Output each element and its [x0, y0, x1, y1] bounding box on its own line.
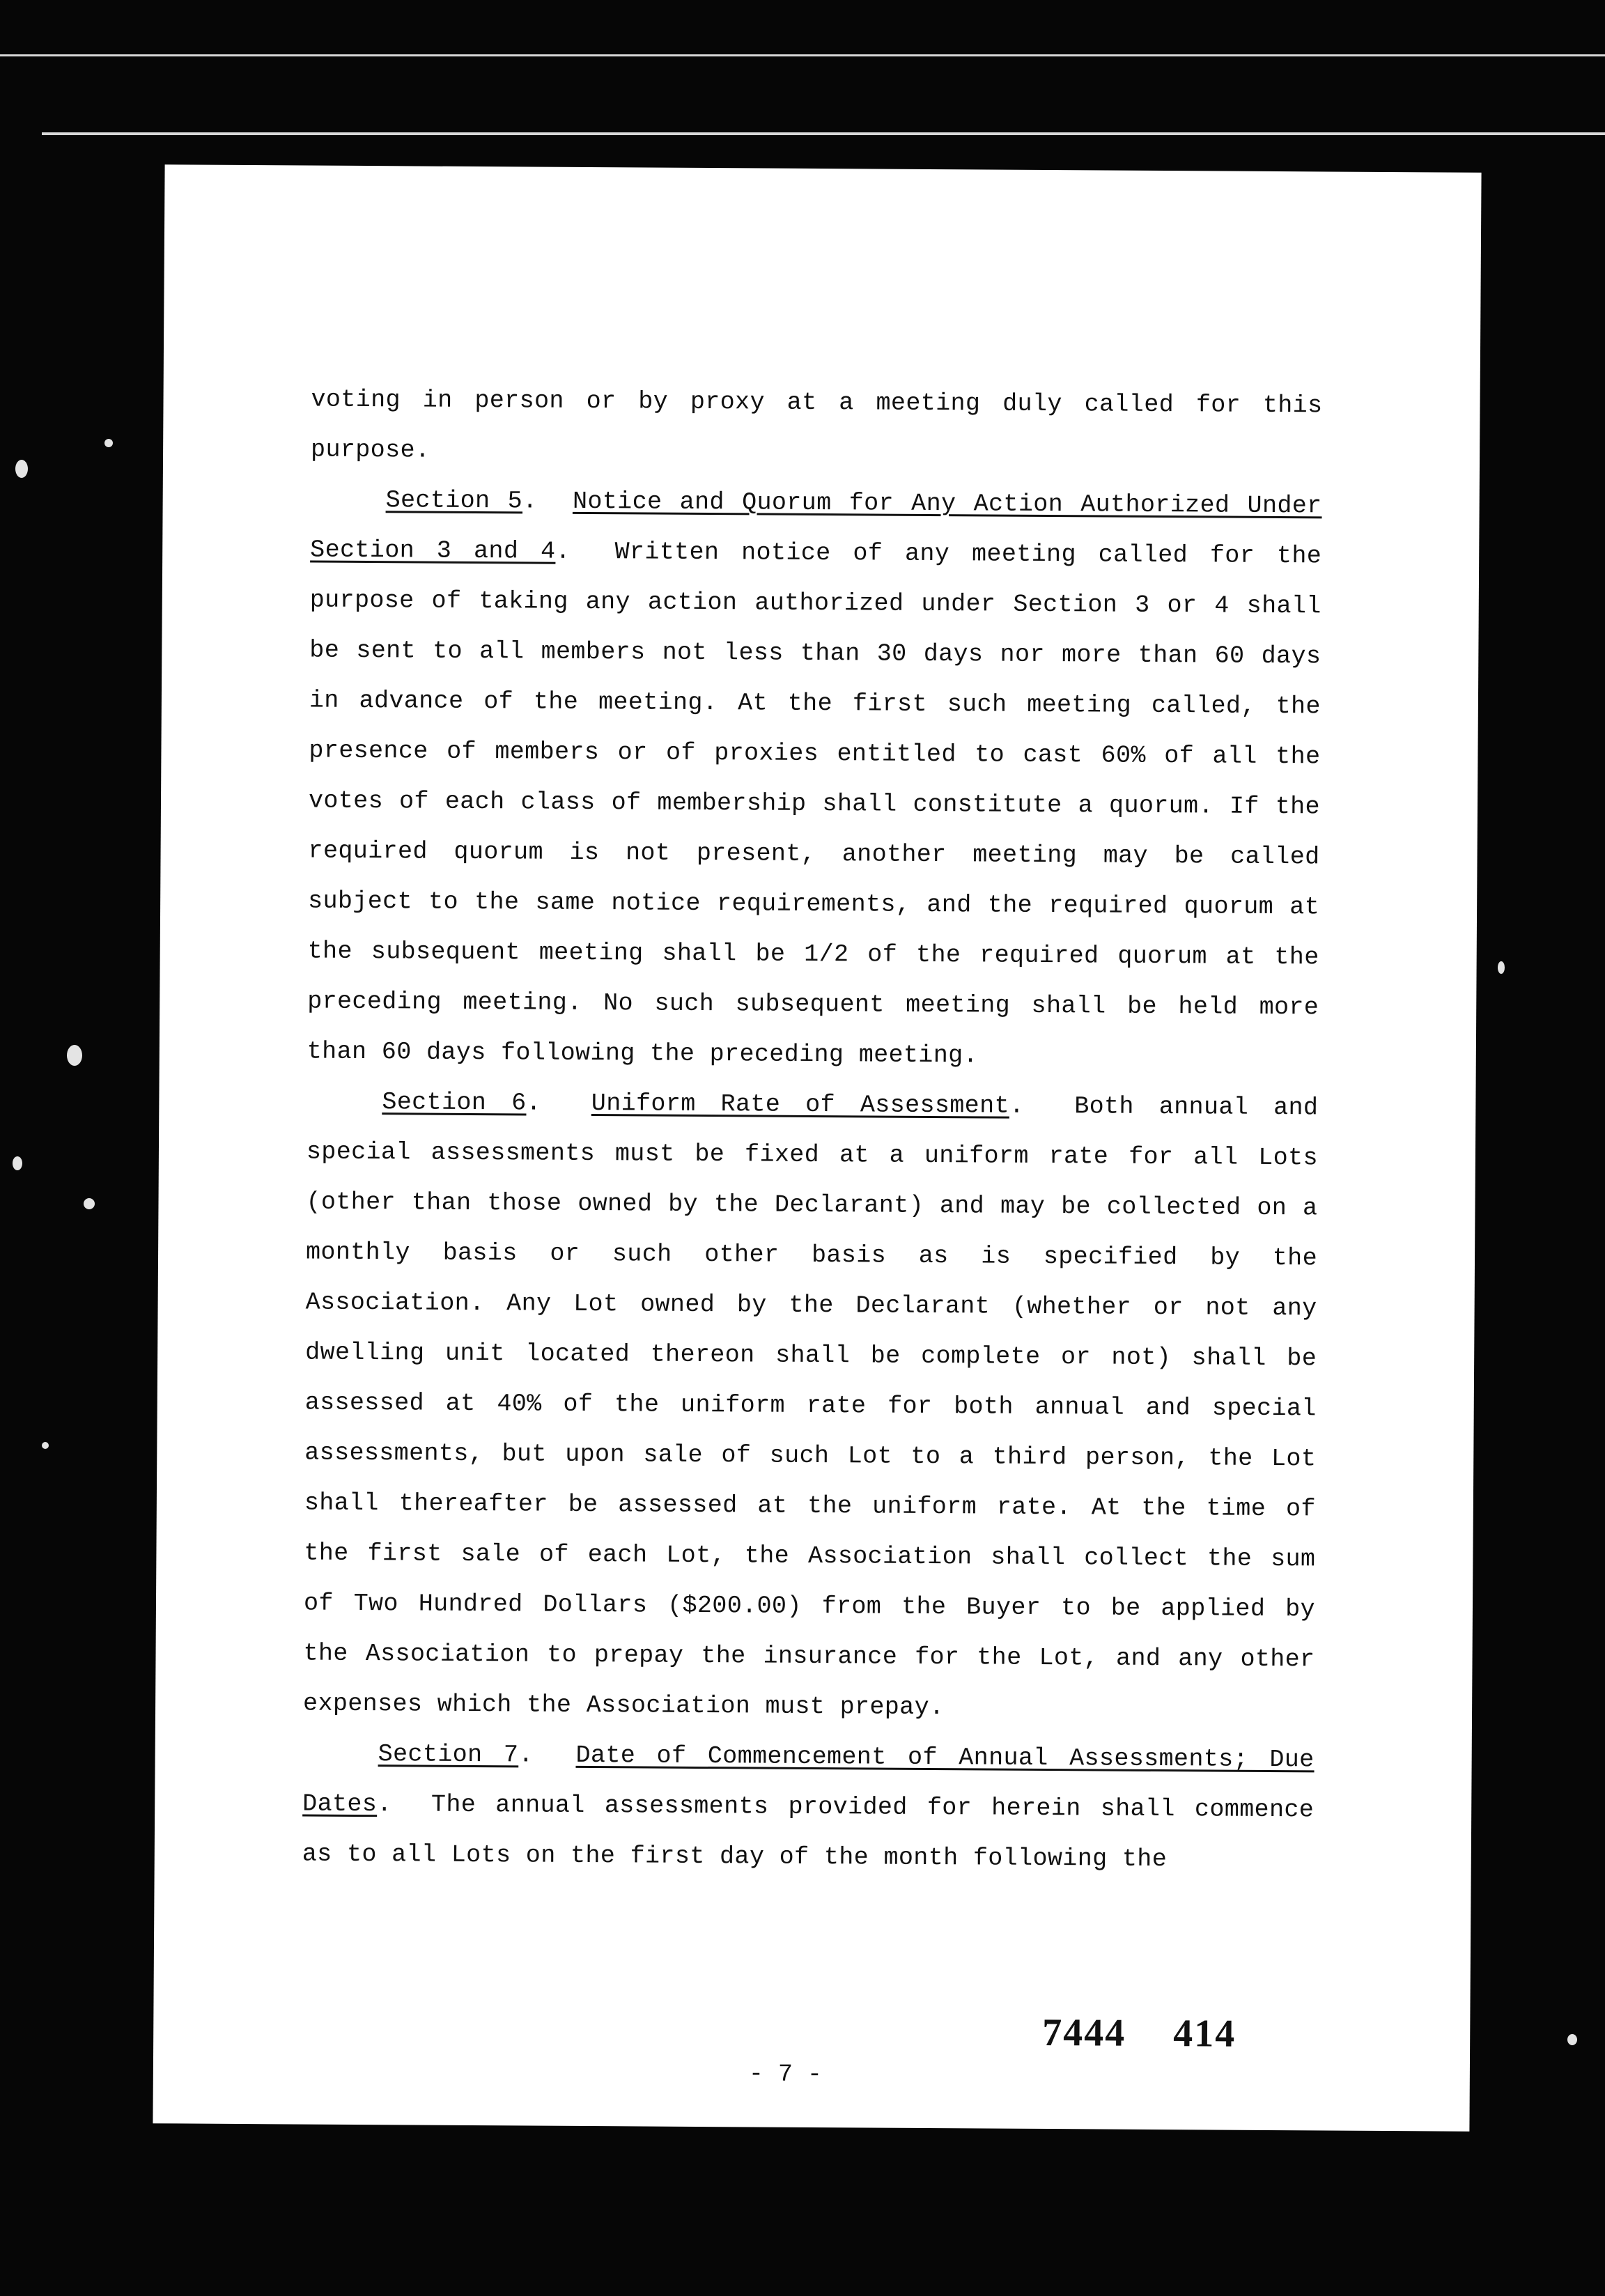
section-7-label: Section 7	[378, 1740, 519, 1769]
scan-speck	[15, 460, 28, 478]
document-page	[153, 164, 1481, 2131]
scan-speck	[67, 1045, 82, 1066]
page-number: - 7 -	[748, 2060, 823, 2089]
scan-speck	[13, 1156, 22, 1170]
page-body	[302, 375, 1323, 1886]
section-6-label: Section 6	[382, 1088, 527, 1117]
section-6-paragraph: Section 6. Uniform Rate of Assessment. Both annual and special assessments must be fixed at a uniform rate for all Lots (other than those owned by the Declarant) and may be collected on a monthly basis or such other basis as is specified by the Association. Any Lot owned by the Declarant (whether or not any dwelling unit located thereon shall be complete or not) shall be assessed at 40% of the uniform rate for both annual and special assessments, but upon sale of such Lot to a third person, the Lot shall thereafter be assessed at the uniform rate. At the time of the first sale of each Lot, the Association shall collect the sum of Two Hundred Dollars ($200.00) from the Buyer to be applied by the Association to prepay the insurance for the Lot, and any other expenses which the Association must prepay.	[302, 1088, 1319, 1722]
section-7-heading: Date of Commencement of Annual Assessments; Due Dates	[302, 1741, 1315, 1819]
scan-speck	[84, 1198, 95, 1209]
opening-paragraph: voting in person or by proxy at a meeting duly called for this purpose.	[310, 385, 1323, 465]
scan-speck	[1498, 961, 1505, 974]
record-book-page-number: 7444 414	[1042, 2010, 1236, 2056]
section-5-paragraph: Section 5. Notice and Quorum for Any Action Authorized Under Section 3 and 4. Written notice of any meeting called for the purpose of taking any action authorized under Section 3 or 4 shall be sent to all members not less than 30 days nor more than 60 days in advance of the meeting. At the first such meeting called, the presence of members or of proxies entitled to cast 60% of all the votes of each class of membership shall constitute a quorum. If the required quorum is not present, another meeting may be called subject to the same notice requirements, and the required quorum at the subsequent meeting shall be 1/2 of the required quorum at the preceding meeting. No such subsequent meeting shall be held more than 60 days following the preceding meeting.	[307, 486, 1322, 1070]
section-7-body: The annual assessments provided for herein shall commence as to all Lots on the first day of the month following the	[302, 1790, 1315, 1874]
scan-speck	[42, 1442, 49, 1449]
section-5-heading: Notice and Quorum for Any Action Authorized Under Section 3 and 4	[310, 487, 1322, 566]
scan-top-line	[0, 54, 1605, 56]
section-6-body: Both annual and special assessments must be fixed at a uniform rate for all Lots (other than those owned by the Declarant) and may be collected on a monthly basis or such other basis as is specified by the Association. Any Lot owned by the Declarant (whether or not any dwelling unit located thereon shall be complete or not) shall be assessed at 40% of the uniform rate for both annual and special assessments, but upon sale of such Lot to a third person, the Lot shall thereafter be assessed at the uniform rate. At the time of the first sale of each Lot, the Association shall collect the sum of Two Hundred Dollars ($200.00) from the Buyer to be applied by the Association to prepay the insurance for the Lot, and any other expenses which the Association must prepay.	[302, 1092, 1319, 1722]
scan-top-line	[42, 132, 1605, 135]
scan-speck	[1567, 2034, 1577, 2045]
scan-speck	[104, 439, 113, 447]
section-5-body: Written notice of any meeting called for the purpose of taking any action authorized under Section 3 or 4 shall be sent to all members not less than 30 days nor more than 60 days in advance of the meeting. At the first such meeting called, the presence of members or of proxies entitled to cast 60% of all the votes of each class of membership shall constitute a quorum. If the required quorum is not present, another meeting may be called subject to the same notice requirements, and the required quorum at the subsequent meeting shall be 1/2 of the required quorum at the preceding meeting. No such subsequent meeting shall be held more than 60 days following the preceding meeting.	[307, 538, 1322, 1070]
section-7-paragraph: Section 7. Date of Commencement of Annual Assessments; Due Dates. The annual assessments provided for herein shall commence as to all Lots on the first day of the month following the	[302, 1740, 1315, 1874]
section-5-label: Section 5	[385, 486, 523, 515]
section-6-heading: Uniform Rate of Assessment	[591, 1089, 1010, 1120]
